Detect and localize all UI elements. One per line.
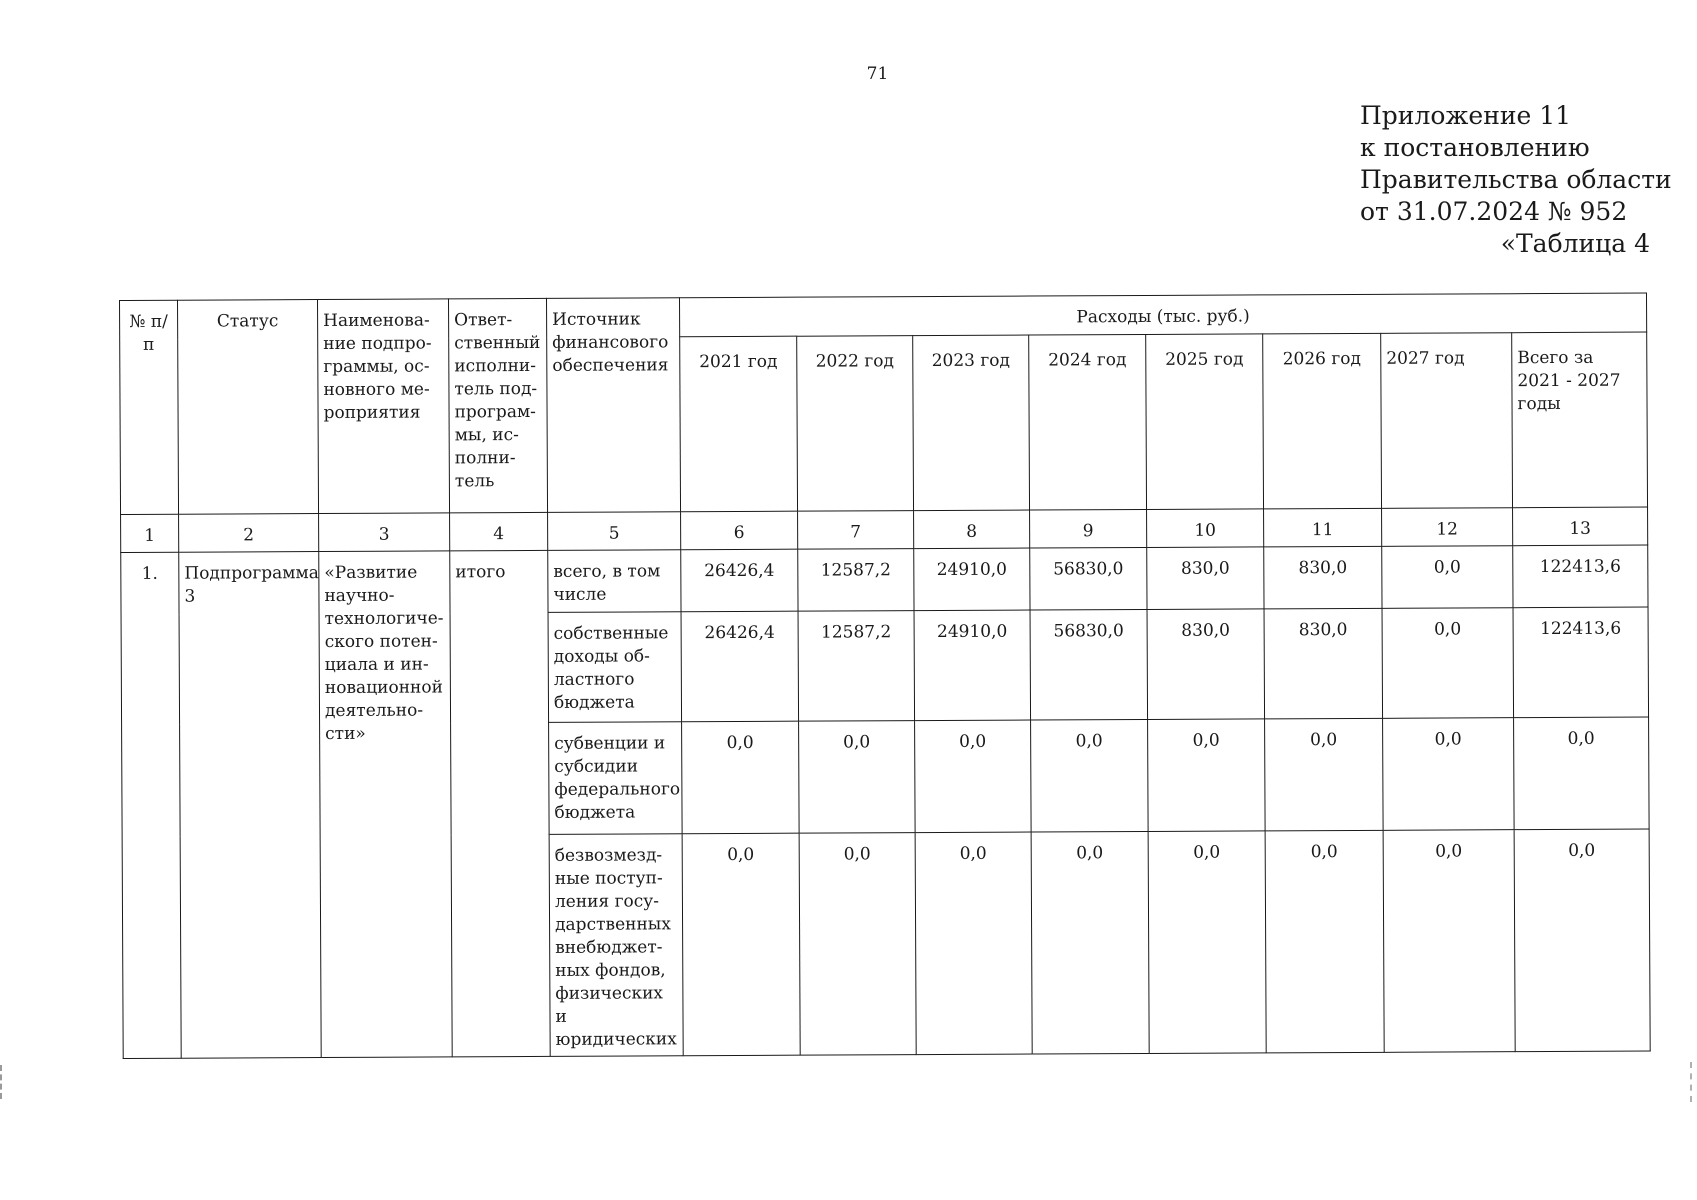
value-cell: 0,0: [1148, 831, 1266, 1054]
column-number: 8: [914, 510, 1030, 549]
value-cell: 0,0: [1031, 719, 1149, 832]
col-header-source: Источник финансового обеспечения: [546, 298, 680, 513]
column-number: 6: [681, 511, 798, 550]
column-number: 7: [798, 511, 914, 550]
year-header: 2022 год: [797, 336, 914, 512]
column-number: 1: [121, 514, 179, 552]
col-header-no: № п/п: [120, 300, 179, 514]
row-number: 1.: [121, 552, 181, 1058]
col-header-status: Статус: [178, 300, 319, 515]
value-cell: 12587,2: [798, 611, 915, 722]
value-cell: 0,0: [682, 833, 800, 1056]
column-number: 2: [179, 514, 319, 553]
value-cell: 830,0: [1264, 546, 1382, 609]
col-header-name: Наименова-ние подпро-граммы, ос-новного ме-роприятия: [318, 299, 450, 514]
column-number: 13: [1513, 507, 1648, 546]
row-status: Подпрограмма 3: [179, 552, 321, 1059]
row-name: «Развитие научно-технологиче-ского потен-циала и ин-новационной деятельно-сти»: [319, 551, 452, 1058]
value-cell: 24910,0: [914, 548, 1030, 611]
source-label: субвенции и субсидии федерального бюджета: [549, 722, 683, 835]
page-number: 71: [866, 64, 889, 84]
value-cell: 0,0: [799, 721, 916, 834]
column-number: 5: [548, 512, 681, 551]
table-row: [121, 545, 1648, 614]
expenses-table-wrapper: [119, 293, 1650, 1059]
year-header: 2025 год: [1146, 334, 1264, 510]
value-cell: 0,0: [1382, 608, 1514, 719]
value-cell: 0,0: [1265, 830, 1384, 1053]
total-cell: 122413,6: [1513, 545, 1648, 608]
total-cell: 0,0: [1514, 717, 1650, 830]
value-cell: 12587,2: [798, 549, 914, 612]
value-cell: 830,0: [1147, 609, 1265, 720]
year-header: 2026 год: [1263, 333, 1382, 509]
total-header: Всего за 2021 - 2027 годы: [1512, 332, 1648, 508]
value-cell: 0,0: [1383, 830, 1515, 1053]
value-cell: 56830,0: [1030, 547, 1147, 610]
value-cell: 0,0: [1148, 719, 1266, 832]
scan-edge-marks-right: [1690, 1062, 1696, 1102]
year-header: 2027 год: [1381, 333, 1513, 509]
value-cell: 24910,0: [914, 610, 1031, 721]
value-cell: 0,0: [1031, 831, 1149, 1054]
value-cell: 0,0: [682, 721, 800, 834]
column-number: 12: [1382, 508, 1513, 547]
column-number: 11: [1264, 508, 1382, 547]
value-cell: 56830,0: [1030, 609, 1148, 720]
year-header: 2021 год: [680, 336, 798, 512]
expenses-table: [119, 293, 1651, 1059]
value-cell: 0,0: [915, 720, 1032, 833]
value-cell: 0,0: [1382, 546, 1513, 609]
column-number: 9: [1030, 509, 1147, 548]
table-label: «Таблица 4: [1500, 229, 1650, 258]
column-number: 4: [450, 512, 548, 550]
value-cell: 0,0: [799, 833, 916, 1056]
row-executor: итого: [450, 550, 550, 1056]
value-cell: 830,0: [1264, 608, 1383, 719]
column-number: 10: [1147, 509, 1264, 548]
value-cell: 0,0: [1383, 718, 1515, 831]
scan-edge-marks-left: [0, 1065, 8, 1099]
appendix-title: Приложение 11: [1360, 101, 1572, 130]
value-cell: 0,0: [1265, 718, 1384, 831]
year-header: 2024 год: [1029, 334, 1147, 510]
appendix-authority: Правительства области: [1360, 165, 1672, 194]
value-cell: 0,0: [915, 832, 1032, 1055]
appendix-header: [1360, 100, 1672, 260]
source-label: безвозмезд-ные поступ-ления госу-дарственных внебюджет-ных фондов, физических и юридических: [549, 834, 683, 1057]
source-label: собственные доходы об-ластного бюджета: [548, 612, 682, 723]
column-number: 3: [319, 513, 450, 552]
col-header-executor: Ответ-ственный исполни-тель под-програм-мы, ис-полни-тель: [448, 298, 547, 512]
value-cell: 830,0: [1147, 547, 1264, 610]
total-cell: 0,0: [1514, 829, 1650, 1052]
appendix-date-number: от 31.07.2024 № 952: [1360, 197, 1628, 226]
total-cell: 122413,6: [1513, 607, 1649, 718]
source-label: всего, в том числе: [548, 550, 681, 613]
year-header: 2023 год: [913, 335, 1030, 511]
value-cell: 26426,4: [681, 549, 798, 612]
appendix-subtitle: к постановлению: [1360, 133, 1590, 162]
col-header-expenses: Расходы (тыс. руб.): [679, 293, 1646, 337]
value-cell: 26426,4: [681, 611, 799, 722]
